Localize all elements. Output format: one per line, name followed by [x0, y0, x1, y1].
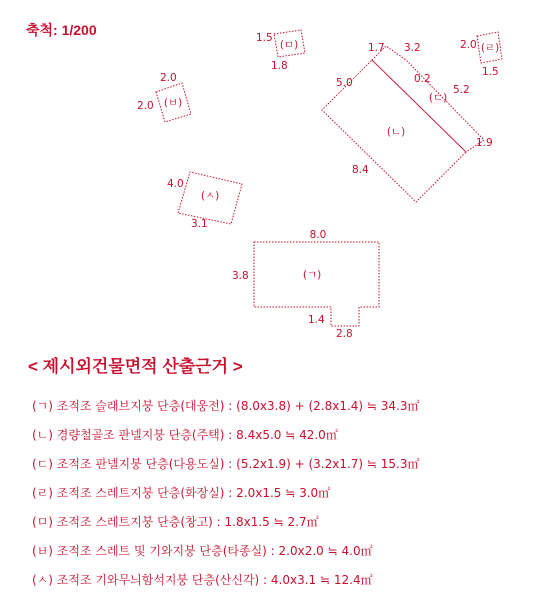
building-g-dim-top: 8.0	[309, 229, 327, 241]
building-g-dim-left: 3.8	[232, 270, 249, 282]
building-m-dim-bottom: 1.8	[271, 60, 288, 72]
building-b-label: (ㅂ)	[163, 97, 183, 109]
list-item: (ㄹ) 조적조 스레트지붕 단층(화장실) : 2.0x1.5 ≒ 3.0㎡	[32, 486, 331, 500]
area-calculation-list	[32, 396, 420, 599]
building-s	[167, 172, 242, 230]
building-d-dim-5: 1.9	[476, 137, 493, 149]
building-s-label: (ㅅ)	[200, 190, 220, 202]
building-m-dim-side: 1.5	[256, 32, 273, 44]
building-d-dim-4: 5.2	[453, 84, 470, 96]
building-s-dim-bottom: 3.1	[191, 218, 208, 230]
building-d-dim-1: 1.7	[368, 42, 385, 54]
list-item: (ㅂ) 조적조 스레트 및 기와지붕 단층(타종실) : 2.0x2.0 ≒ 4.0㎡	[32, 544, 373, 558]
building-b-dim-top: 2.0	[160, 72, 177, 84]
building-r-dim-bottom: 1.5	[482, 66, 499, 78]
building-n-dim-bottom: 8.4	[352, 164, 369, 176]
building-g	[232, 229, 379, 340]
building-r-label: (ㄹ)	[480, 42, 500, 54]
building-b-dim-left: 2.0	[137, 100, 154, 112]
building-g-dim-bottom: 2.8	[336, 328, 353, 340]
building-d-label: (ㄷ)	[428, 92, 448, 104]
list-item: (ㄷ) 조적조 판넬지붕 단층(다용도실) : (5.2x1.9) + (3.2x1.7) ≒ 15.3㎡	[32, 457, 420, 471]
building-r	[460, 32, 502, 78]
scale-label: 축척: 1/200	[26, 22, 97, 38]
building-n-dim-left: 5.0	[336, 77, 353, 89]
list-item: (ㅅ) 조적조 기와무늬함석지붕 단층(산신각) : 4.0x3.1 ≒ 12.4㎡	[32, 573, 373, 587]
building-s-dim-left: 4.0	[167, 178, 184, 190]
building-m-label: (ㅁ)	[279, 39, 299, 51]
building-r-dim-side: 2.0	[460, 39, 477, 51]
list-item: (ㄴ) 경량철골조 판넬지붕 단층(주택) : 8.4x5.0 ≒ 42.0㎡	[32, 428, 338, 442]
building-m	[256, 30, 305, 72]
list-item: (ㅁ) 조적조 스레트지붕 단층(창고) : 1.8x1.5 ≒ 2.7㎡	[32, 515, 319, 529]
building-g-label: (ㄱ)	[302, 269, 322, 281]
section-title: < 제시외건물면적 산출근거 >	[28, 357, 243, 376]
list-item: (ㄱ) 조적조 슬래브지붕 단층(대웅전) : (8.0x3.8) + (2.8x1.4) ≒ 34.3㎡	[32, 399, 420, 413]
building-b	[137, 72, 191, 122]
building-d-dim-2: 3.2	[404, 42, 421, 54]
building-n-label: (ㄴ)	[386, 126, 406, 138]
building-d-dim-3: 0.2	[414, 73, 431, 85]
building-g-dim-step: 1.4	[308, 314, 325, 326]
